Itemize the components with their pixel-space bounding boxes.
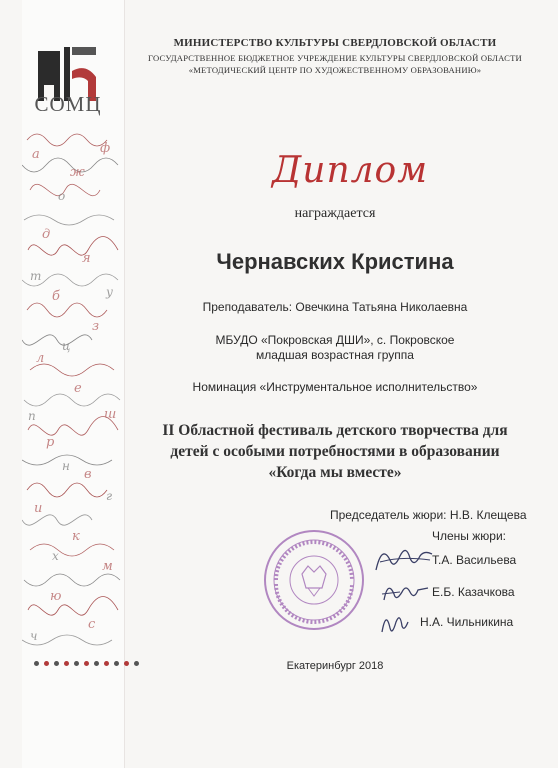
svg-text:с: с (88, 617, 96, 632)
svg-text:м: м (102, 559, 113, 574)
svg-text:к: к (72, 529, 80, 544)
svg-text:в: в (84, 467, 92, 482)
festival-line-3: «Когда мы вместе» (268, 464, 402, 481)
ministry-heading: МИНИСТЕРСТВО КУЛЬТУРЫ СВЕРДЛОВСКОЙ ОБЛАСТИ (173, 37, 497, 49)
signature-icon (378, 576, 432, 606)
svg-text:у: у (106, 285, 113, 299)
dot (54, 661, 59, 666)
dot (124, 661, 129, 666)
svg-text:ф: ф (100, 141, 111, 156)
institution-line-1: ГОСУДАРСТВЕННОЕ БЮДЖЕТНОЕ УЧРЕЖДЕНИЕ КУЛЬТУРЫ СВЕРДЛОВСКОЙ ОБЛАСТИ (148, 53, 522, 63)
dot (74, 661, 79, 666)
svg-text:ю: ю (50, 589, 62, 604)
school-line: МБУДО «Покровская ДШИ», с. Покровское (215, 333, 455, 347)
recipient-name: Чернавских Кристина (216, 249, 454, 274)
svg-text:з: з (92, 319, 100, 334)
dot (64, 661, 69, 666)
svg-text:ц: ц (62, 339, 71, 353)
jury-member-1: Т.А. Васильева (432, 553, 517, 567)
dot (114, 661, 119, 666)
signature-icon (372, 540, 434, 576)
awarded-text: награждается (294, 206, 376, 221)
svg-text:п: п (28, 409, 36, 423)
svg-text:я: я (82, 251, 91, 266)
svg-text:ж: ж (70, 165, 85, 180)
svg-text:ч: ч (30, 629, 38, 643)
dot (34, 661, 39, 666)
jury-chair: Председатель жюри: Н.В. Клещева (330, 508, 527, 522)
jury-member-2: Е.Б. Казачкова (432, 585, 515, 599)
dot (84, 661, 89, 666)
institution-line-2: «МЕТОДИЧЕСКИЙ ЦЕНТР ПО ХУДОЖЕСТВЕННОМУ ОБРАЗОВАНИЮ» (188, 65, 482, 75)
svg-text:и: и (34, 501, 43, 516)
decorative-dots (34, 661, 139, 666)
svg-text:б: б (52, 289, 60, 304)
svg-text:л: л (36, 351, 45, 366)
svg-text:а: а (32, 147, 40, 162)
logo-text: СОМЦ (34, 92, 102, 116)
svg-text:х: х (52, 549, 59, 563)
svg-text:ш: ш (104, 407, 117, 422)
dot (94, 661, 99, 666)
svg-text:о: о (58, 189, 66, 203)
jury-members-label: Члены жюри: (432, 529, 506, 543)
nomination-line: Номинация «Инструментальное исполнительство» (192, 380, 478, 394)
age-group-line: младшая возрастная группа (256, 348, 414, 362)
dot (44, 661, 49, 666)
festival-line-2: детей с особыми потребностями в образовании (170, 443, 500, 460)
svg-text:д: д (42, 227, 51, 242)
festival-title (130, 420, 540, 483)
official-stamp-icon (262, 528, 366, 632)
svg-text:н: н (62, 459, 70, 473)
svg-text:р: р (46, 435, 55, 450)
svg-text:г: г (106, 489, 113, 503)
festival-line-1: II Областной фестиваль детского творчества для (162, 422, 508, 439)
teacher-line: Преподаватель: Овечкина Татьяна Николаевна (202, 300, 468, 314)
svg-text:е: е (74, 381, 82, 396)
dot (104, 661, 109, 666)
svg-text:т: т (30, 269, 42, 283)
jury-member-3: Н.А. Чильникина (420, 615, 514, 629)
signature-icon (376, 606, 412, 636)
diploma-title: Диплом (272, 150, 429, 191)
city-year: Екатеринбург 2018 (286, 660, 384, 672)
